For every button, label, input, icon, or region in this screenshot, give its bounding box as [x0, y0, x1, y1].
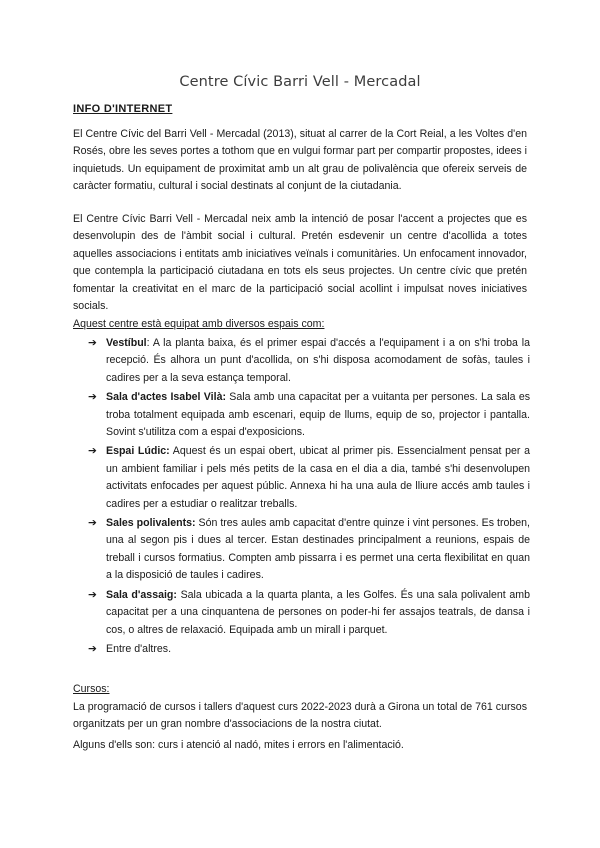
space-item: ➔ Vestíbul: A la planta baixa, és el primer espai d'accés a l'equipament i a on s'hi troba la recepció. És alhora un punt d'acollida, on s'hi disposa acomodament de sofàs, taules i cadires per a la seva estança temporal. [88, 337, 530, 384]
space-description: Sala amb una capacitat per a vuitanta per persones. La sala es troba totalment equipada amb escenari, equip de llums, equip de so, projector i pantalla. Sovint s'utilitza com a espai d'exposicions. [106, 391, 531, 439]
space-description: Sala ubicada a la quarta planta, a les Golfes. És una sala polivalent amb capacitat per a una cinquantena de persones on poder-hi fer assajos teatrals, de dansa i cos, o altres de relaxació. Equipada amb un mirall i parquet. [106, 588, 530, 636]
spaces-intro: Aquest centre està equipat amb diversos espais com: [73, 318, 325, 330]
space-item [88, 587, 530, 639]
space-description: Entre d'altres. [106, 642, 172, 655]
courses-examples: Alguns d'ells son: curs i atenció al nadó, mites i errors en l'alimentació. [73, 739, 404, 751]
courses-text: La programació de cursos i tallers d'aquest curs 2022-2023 durà a Girona un total de 761 cursos organitzats per un gran nombre d'associacions de la nostra ciutat. [73, 701, 527, 731]
space-item [88, 389, 530, 441]
arrow-bullet-icon: ➔ [88, 445, 97, 458]
arrow-bullet-icon: ➔ [88, 337, 97, 349]
arrow-bullet-icon: ➔ [88, 642, 97, 655]
space-name: Vestíbul [106, 337, 147, 349]
spaces-list [88, 335, 530, 660]
paragraph-intro: El Centre Cívic del Barri Vell - Mercadal (2013), situat al carrer de la Cort Reial, a les Voltes d'en Rosés, obre les seves portes a tothom que en vulgui formar part per compartir propostes, idees i inquietuds. Un equipament de proximitat amb un alt grau de polivalència que ofereix serveis de caràcter formatiu, cultural i social destinats al conjunt de la ciutadania. [73, 128, 527, 193]
page-title: Centre Cívic Barri Vell - Mercadal [179, 74, 421, 90]
space-name: Sala d'assaig: [106, 588, 177, 601]
space-description: Aquest és un espai obert, ubicat al primer pis. Essencialment pensat per a un ambient familiar i pels més petits de la casa en el dia a dia, també s'hi desenvolupen activitats enfocades per aquest públic. Annexa hi ha una aula de lliure accés amb taules i cadires per a estudiar o realitzar treballs. [106, 445, 530, 510]
space-item [88, 641, 530, 658]
space-item [88, 515, 530, 585]
space-name: Sala d'actes Isabel Vilà: [106, 391, 226, 404]
space-name: Espai Lúdic: [106, 445, 170, 458]
courses-heading: Cursos: [73, 683, 110, 695]
space-description: A la planta baixa, és el primer espai d'accés a l'equipament i a on s'hi troba la recepció. És alhora un punt d'acollida, on s'hi disposa acomodament de sofàs, taules i cadires per a la seva estança temporal. [106, 337, 530, 384]
arrow-bullet-icon: ➔ [88, 391, 97, 404]
paragraph-mission: El Centre Cívic Barri Vell - Mercadal neix amb la intenció de posar l'accent a projectes que es desenvolupin des de l'àmbit social i cultural. Pretén esdevenir un centre d'acollida a totes aquelles associacions i entitats amb iniciatives veïnals i comunitàries. Un enfocament innovador, que contempla la participació ciutadana en tots els seus projectes. Un centre cívic que pretén fomentar la creativitat en el marc de la participació social acollint i impulsat noves iniciatives socials. [73, 213, 527, 313]
arrow-bullet-icon: ➔ [88, 517, 97, 530]
space-name: Sales polivalents: [106, 517, 196, 530]
space-description: Són tres aules amb capacitat d'entre quinze i vint persones. Es troben, una al segon pis i dues al tercer. Estan destinades principalment a reunions, espais de treball i cursos formatius. Compten amb pissarra i es permet una certa flexibilitat en quan a la disposició de taules i cadires. [106, 517, 530, 582]
space-item [88, 443, 530, 513]
arrow-bullet-icon: ➔ [88, 588, 97, 601]
section-heading: INFO D'INTERNET [73, 103, 173, 115]
